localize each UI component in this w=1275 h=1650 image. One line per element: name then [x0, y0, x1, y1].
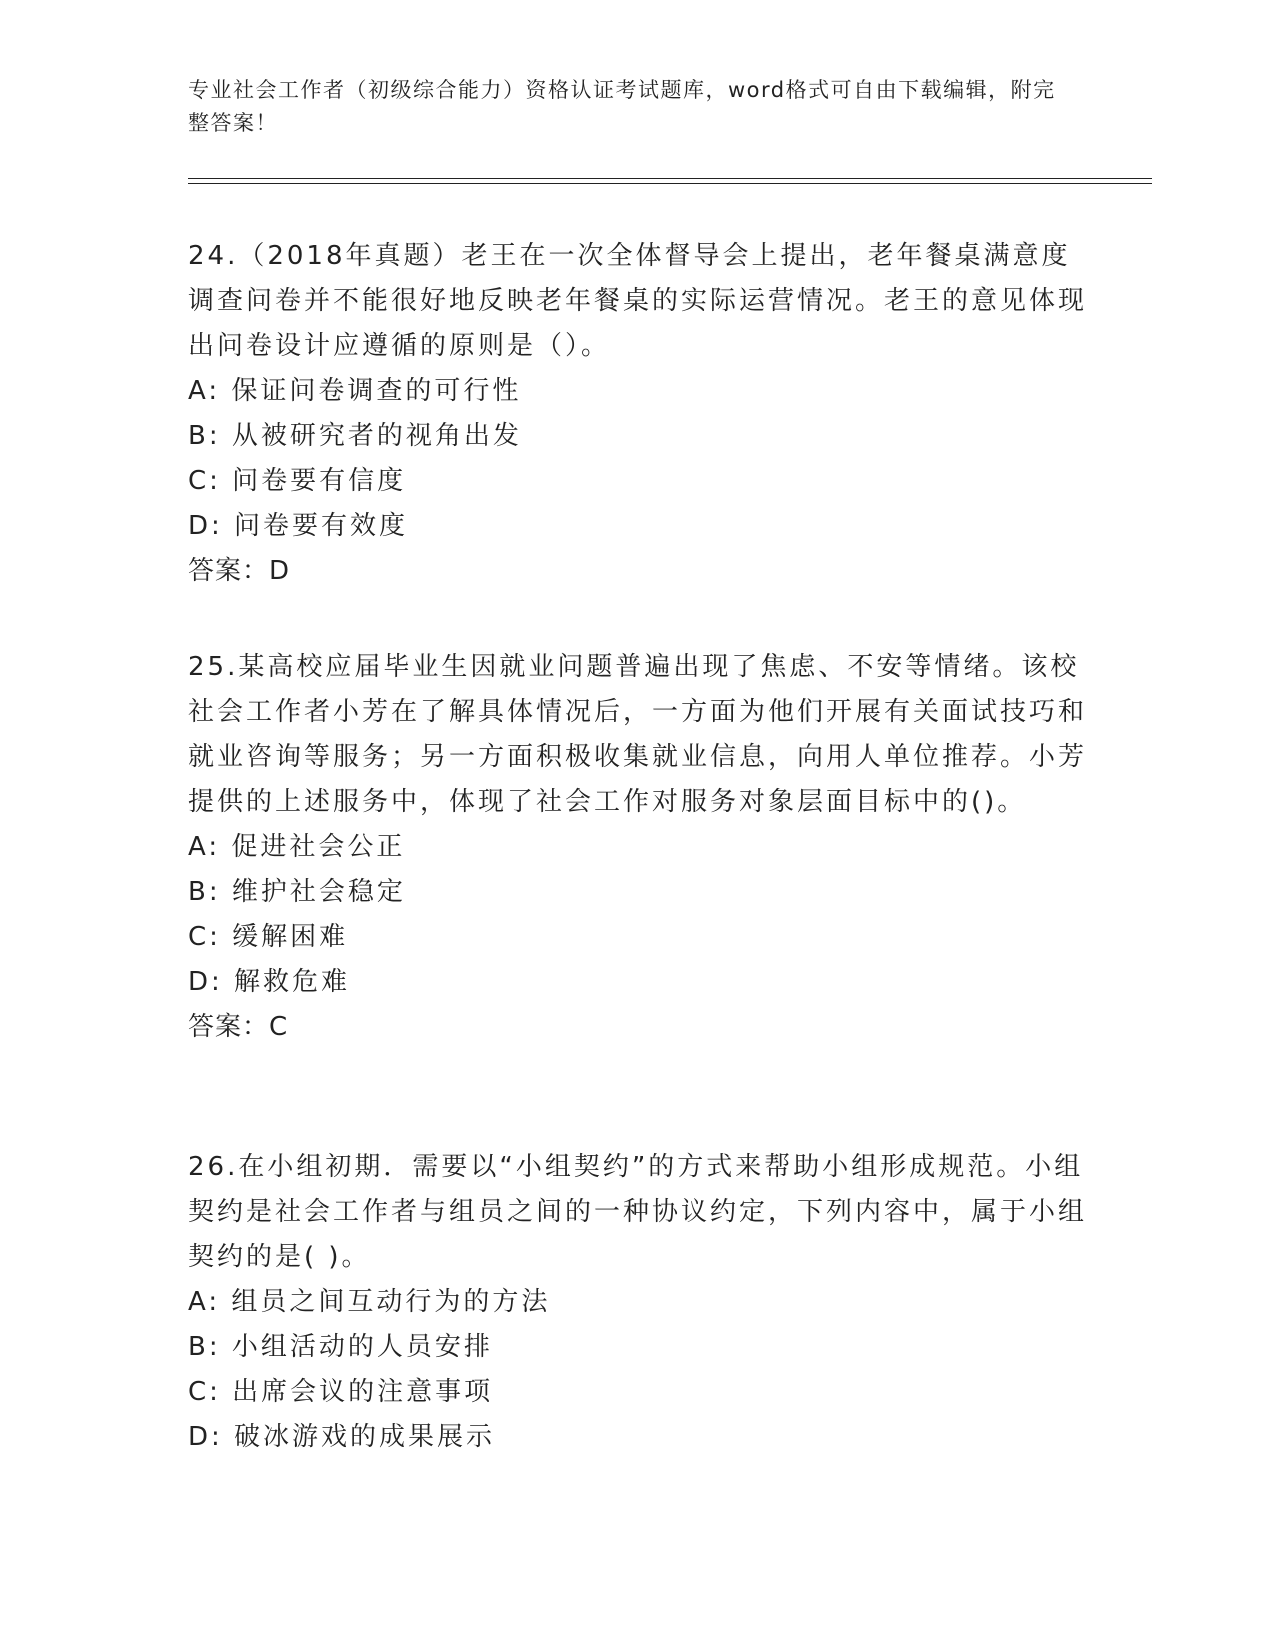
option-c: C: 问卷要有信度 — [188, 466, 407, 496]
option-a: A: 组员之间互动行为的方法 — [188, 1287, 551, 1317]
question-24 — [188, 234, 1088, 594]
question-stem: 26.在小组初期．需要以“小组契约”的方式来帮助小组形成规范。小组契约是社会工作者与组员之间的一种协议约定，下列内容中，属于小组契约的是( )。 — [188, 1152, 1088, 1272]
document-header: 专业社会工作者（初级综合能力）资格认证考试题库，word格式可自由下载编辑，附完整答案！ — [188, 78, 1056, 135]
header-divider-top — [188, 178, 1152, 179]
option-c: C: 缓解困难 — [188, 922, 349, 952]
answer-label: 答案：C — [188, 1012, 289, 1042]
question-26 — [188, 1145, 1088, 1460]
option-c: C: 出席会议的注意事项 — [188, 1377, 494, 1407]
header-divider-bottom — [188, 183, 1152, 184]
option-b: B: 维护社会稳定 — [188, 877, 406, 907]
option-b: B: 小组活动的人员安排 — [188, 1332, 493, 1362]
question-stem: 24.（2018年真题）老王在一次全体督导会上提出，老年餐桌满意度调查问卷并不能很好地反映老年餐桌的实际运营情况。老王的意见体现出问卷设计应遵循的原则是（）。 — [188, 241, 1088, 361]
option-d: D: 解救危难 — [188, 967, 351, 997]
question-25 — [188, 645, 1088, 1050]
option-d: D: 问卷要有效度 — [188, 511, 409, 541]
option-d: D: 破冰游戏的成果展示 — [188, 1422, 496, 1452]
answer-label: 答案：D — [188, 556, 291, 586]
question-stem: 25.某高校应届毕业生因就业问题普遍出现了焦虑、不安等情绪。该校社会工作者小芳在了解具体情况后，一方面为他们开展有关面试技巧和就业咨询等服务；另一方面积极收集就业信息，向用人单位推荐。小芳提供的上述服务中，体现了社会工作对服务对象层面目标中的()。 — [188, 652, 1088, 817]
option-a: A: 促进社会公正 — [188, 832, 406, 862]
option-b: B: 从被研究者的视角出发 — [188, 421, 522, 451]
option-a: A: 保证问卷调查的可行性 — [188, 376, 522, 406]
